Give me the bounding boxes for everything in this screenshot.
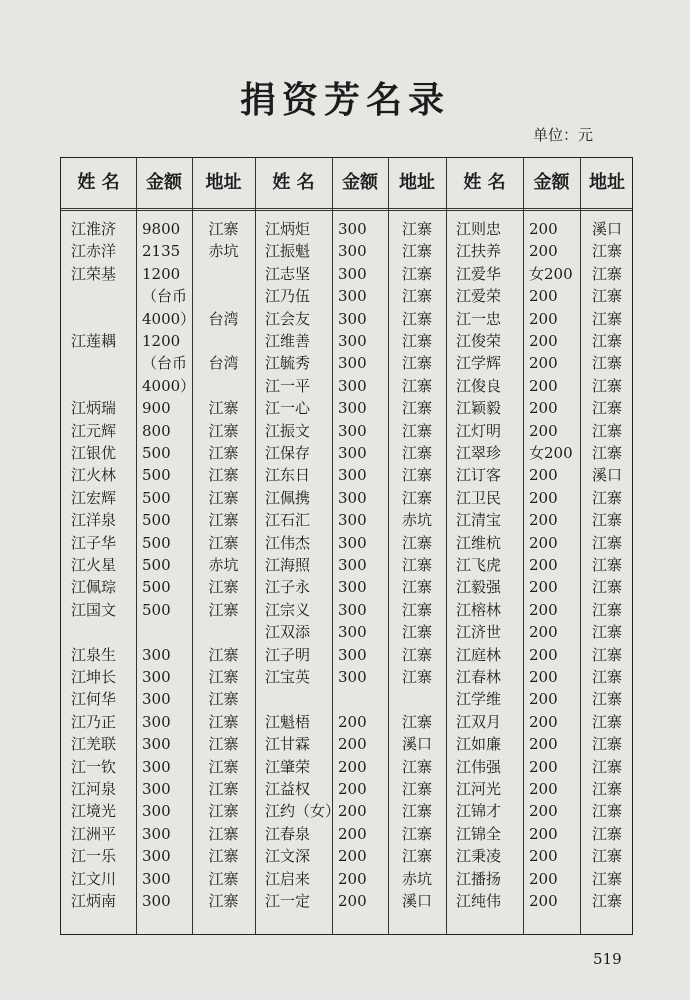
donor-address: 江寨	[401, 645, 432, 664]
donor-address: 江寨	[208, 735, 239, 754]
donor-amount: 500	[142, 511, 171, 530]
donor-name: 江春林	[456, 668, 502, 686]
donor-address: 溪口	[591, 466, 622, 485]
donor-amount: 300	[338, 556, 367, 574]
donor-amount: 200	[338, 712, 367, 731]
donor-address: 江寨	[591, 287, 622, 306]
donor-name: 江双月	[456, 712, 502, 731]
donor-address: 江寨	[401, 264, 432, 283]
donor-name: 江维杭	[456, 533, 502, 552]
donor-address: 江寨	[591, 645, 622, 664]
donor-amount: 200	[529, 645, 558, 664]
donor-amount: 300	[338, 511, 367, 530]
donor-name: 江毓秀	[265, 354, 311, 373]
donor-address: 江寨	[401, 220, 432, 238]
header-address: 地址	[589, 172, 625, 193]
donor-name: 江志坚	[265, 264, 311, 283]
donor-name: 江洲平	[71, 824, 117, 843]
donor-address: 江寨	[208, 466, 239, 485]
donor-name: 江振文	[265, 421, 311, 440]
donor-amount: 300	[338, 466, 367, 485]
donor-name: 江火星	[71, 556, 117, 574]
donor-name: 江河光	[456, 780, 502, 798]
donor-amount: 500	[142, 578, 171, 597]
donor-address: 江寨	[401, 533, 432, 552]
donor-amount: 200	[529, 376, 558, 395]
donor-amount: 2135	[142, 242, 181, 261]
donor-amount: 300	[338, 264, 367, 283]
donor-name: 江子明	[265, 645, 311, 664]
donor-amount: 300	[142, 780, 171, 798]
donor-address: 江寨	[208, 600, 239, 619]
donor-name: 江振魁	[265, 242, 311, 261]
donor-name: 江订客	[456, 466, 502, 485]
donor-name: 江伟杰	[265, 533, 311, 552]
donor-address: 江寨	[401, 332, 432, 350]
donor-amount: 300	[142, 892, 171, 910]
donor-name: 江益权	[265, 780, 311, 798]
donor-amount: 1200	[142, 332, 181, 350]
donor-amount: 300	[142, 645, 171, 664]
donor-name: 江宗义	[265, 600, 311, 619]
donor-address: 江寨	[401, 444, 432, 462]
donor-amount: 女200	[529, 264, 573, 283]
donor-amount: 300	[338, 309, 367, 328]
donor-name: 江魁梧	[265, 712, 311, 731]
donor-address: 江寨	[401, 556, 432, 574]
donor-amount: 200	[338, 735, 367, 754]
donor-address: 江寨	[401, 421, 432, 440]
donor-name: 江子永	[265, 578, 311, 597]
donor-name: 江佩琮	[71, 578, 117, 597]
donor-address	[192, 330, 255, 352]
donor-amount: 300	[142, 690, 171, 709]
donor-address: 江寨	[208, 802, 239, 821]
donor-amount: 200	[529, 802, 558, 821]
donor-name: 江羌联	[71, 735, 117, 754]
donor-name: 江赤洋	[71, 242, 117, 261]
donor-address: 江寨	[208, 668, 239, 686]
donor-address: 江寨	[591, 780, 622, 798]
donor-name: 江泉生	[71, 645, 117, 664]
donor-name: 江文川	[71, 869, 117, 888]
donor-name: 江文深	[265, 847, 311, 866]
donor-amount: 300	[338, 354, 367, 373]
donor-amount: 300	[142, 735, 171, 754]
donor-address: 江寨	[208, 511, 239, 530]
donor-address: 江寨	[591, 511, 622, 530]
donor-amount: （台币	[142, 354, 188, 373]
donor-amount: 4000）	[142, 309, 196, 328]
donor-address: 江寨	[591, 354, 622, 373]
donor-address: 江寨	[591, 242, 622, 261]
donor-amount: 200	[529, 332, 558, 350]
donor-amount: 200	[338, 892, 367, 910]
donor-address: 江寨	[591, 824, 622, 843]
donor-name: 江河泉	[71, 780, 117, 798]
donor-amount: 300	[338, 600, 367, 619]
donor-address: 赤坑	[401, 511, 432, 530]
donor-address: 江寨	[401, 600, 432, 619]
donor-amount: 300	[338, 242, 367, 261]
donor-amount: 200	[338, 802, 367, 821]
donor-amount: 200	[338, 869, 367, 888]
donor-name: 江榕林	[456, 600, 502, 619]
donor-address: 江寨	[208, 712, 239, 731]
donor-address: 江寨	[401, 242, 432, 261]
donor-name: 江何华	[71, 690, 117, 709]
header-divider	[61, 208, 632, 209]
donor-amount: 300	[338, 668, 367, 686]
donor-name	[61, 285, 136, 307]
donor-name: 江一定	[265, 892, 311, 910]
donor-address: 台湾	[208, 354, 239, 373]
donor-address: 江寨	[208, 847, 239, 866]
donor-address: 江寨	[401, 488, 432, 507]
donor-amount: 200	[338, 780, 367, 798]
donor-name: 江银优	[71, 444, 117, 462]
donor-address: 赤坑	[208, 556, 239, 574]
donor-address: 江寨	[591, 623, 622, 642]
donor-name: 江国文	[71, 600, 117, 619]
header-name: 姓 名	[77, 172, 120, 193]
donor-address: 江寨	[591, 757, 622, 776]
donor-address: 江寨	[591, 556, 622, 574]
donor-amount: 300	[142, 847, 171, 866]
donor-name: 江则忠	[456, 220, 502, 238]
donor-name: 江学辉	[456, 354, 502, 373]
donor-name: 江荣基	[71, 264, 117, 283]
donor-name: 江石汇	[265, 511, 311, 530]
header-name: 姓 名	[272, 172, 315, 193]
donor-address: 台湾	[208, 309, 239, 328]
donor-amount: 200	[529, 533, 558, 552]
donor-name: 江宝英	[265, 668, 311, 686]
donor-name: 江庭林	[456, 645, 502, 664]
donor-name	[255, 688, 332, 710]
donor-address: 江寨	[401, 824, 432, 843]
donor-amount: 300	[338, 287, 367, 306]
donor-address: 江寨	[208, 757, 239, 776]
donor-name: 江播扬	[456, 869, 502, 888]
donor-table	[60, 157, 633, 935]
header-amount: 金额	[533, 172, 570, 193]
donor-name: 江维善	[265, 332, 311, 350]
donor-amount: 500	[142, 444, 171, 462]
donor-amount: 300	[338, 399, 367, 418]
donor-amount: （台币	[142, 287, 188, 306]
header-name: 姓 名	[463, 172, 506, 193]
donor-amount: 200	[529, 690, 558, 709]
donor-amount: 300	[142, 712, 171, 731]
donor-address: 江寨	[591, 600, 622, 619]
donor-name: 江卫民	[456, 488, 502, 507]
donor-name: 江俊荣	[456, 332, 502, 350]
donor-amount: 200	[529, 735, 558, 754]
donor-name: 江佩携	[265, 488, 311, 507]
donor-amount: 300	[142, 802, 171, 821]
donor-address: 江寨	[401, 623, 432, 642]
donor-address	[192, 285, 255, 307]
donor-address: 江寨	[591, 309, 622, 328]
donor-address: 江寨	[208, 444, 239, 462]
donor-address: 江寨	[401, 802, 432, 821]
donor-address: 江寨	[401, 466, 432, 485]
donor-amount: 300	[338, 623, 367, 642]
donor-address: 江寨	[591, 444, 622, 462]
donor-amount: 女200	[529, 444, 573, 462]
donor-name: 江春泉	[265, 824, 311, 843]
donor-amount: 200	[338, 824, 367, 843]
donor-amount: 300	[338, 421, 367, 440]
donor-name: 江如廉	[456, 735, 502, 754]
donor-name: 江海照	[265, 556, 311, 574]
donor-amount: 200	[529, 623, 558, 642]
donor-amount: 200	[529, 712, 558, 731]
donor-name	[61, 352, 136, 374]
donor-name: 江济世	[456, 623, 502, 642]
donor-amount: 200	[529, 287, 558, 306]
donor-name: 江秉凌	[456, 847, 502, 866]
donor-amount: 4000）	[142, 376, 196, 395]
header-amount: 金额	[146, 172, 182, 193]
donor-address	[192, 263, 255, 285]
donor-amount: 500	[142, 600, 171, 619]
donor-name: 江子华	[71, 533, 117, 552]
donor-address: 江寨	[401, 287, 432, 306]
donor-address: 江寨	[401, 847, 432, 866]
donor-address: 江寨	[401, 757, 432, 776]
donor-address: 溪口	[591, 220, 622, 238]
donor-amount: 300	[142, 668, 171, 686]
donor-name: 江炳炬	[265, 220, 311, 238]
donor-amount: 200	[529, 757, 558, 776]
donor-amount: 200	[529, 466, 558, 485]
donor-amount: 200	[529, 780, 558, 798]
donor-name: 江淮济	[71, 220, 117, 238]
header-amount: 金额	[342, 172, 378, 193]
header-address: 地址	[205, 172, 242, 193]
donor-name: 江坤长	[71, 668, 117, 686]
donor-amount: 200	[529, 421, 558, 440]
donor-address: 江寨	[591, 264, 622, 283]
donor-amount	[136, 621, 192, 643]
donor-address	[388, 688, 446, 710]
donor-address: 江寨	[591, 533, 622, 552]
donor-address: 江寨	[401, 376, 432, 395]
donor-address: 江寨	[591, 712, 622, 731]
donor-amount: 300	[142, 757, 171, 776]
donor-amount: 500	[142, 533, 171, 552]
donor-amount: 200	[529, 869, 558, 888]
donor-name: 江元辉	[71, 421, 117, 440]
donor-name: 江会友	[265, 309, 311, 328]
donor-amount: 300	[142, 869, 171, 888]
donor-name: 江扶养	[456, 242, 502, 261]
donor-amount: 300	[338, 645, 367, 664]
donor-amount: 200	[338, 757, 367, 776]
donor-address: 江寨	[591, 376, 622, 395]
donor-amount: 900	[142, 399, 171, 418]
donor-address: 江寨	[208, 578, 239, 597]
donor-name: 江纯伟	[456, 892, 502, 910]
donor-address: 江寨	[208, 488, 239, 507]
donor-name: 江俊良	[456, 376, 502, 395]
donor-amount: 200	[529, 668, 558, 686]
donor-address: 江寨	[208, 780, 239, 798]
donor-name: 江火林	[71, 466, 117, 485]
donor-name	[61, 621, 136, 643]
donor-amount: 200	[529, 354, 558, 373]
donor-amount: 300	[338, 578, 367, 597]
donor-address	[192, 375, 255, 397]
donor-address: 江寨	[591, 668, 622, 686]
donor-name: 江一心	[265, 399, 311, 418]
donor-amount: 200	[529, 824, 558, 843]
donor-amount: 200	[529, 847, 558, 866]
donor-amount: 200	[529, 488, 558, 507]
header-address: 地址	[399, 172, 435, 193]
donor-name: 江伟强	[456, 757, 502, 776]
donor-name: 江毅强	[456, 578, 502, 597]
donor-amount: 800	[142, 421, 171, 440]
donor-amount: 500	[142, 556, 171, 574]
donor-name: 江莲耦	[71, 332, 117, 350]
donor-name: 江一乐	[71, 847, 117, 866]
donor-name: 江甘霖	[265, 735, 311, 754]
donor-amount: 300	[338, 332, 367, 350]
donor-amount: 200	[529, 511, 558, 530]
donor-address: 江寨	[208, 399, 239, 418]
donor-name: 江洋泉	[71, 511, 117, 530]
page-number: 519	[593, 950, 622, 968]
donor-name	[61, 375, 136, 397]
donor-amount: 200	[529, 309, 558, 328]
donor-address: 江寨	[401, 354, 432, 373]
donor-amount	[332, 688, 388, 710]
donor-address: 赤坑	[208, 242, 239, 261]
donor-address: 江寨	[401, 309, 432, 328]
donor-address: 江寨	[401, 399, 432, 418]
donor-address	[192, 621, 255, 643]
unit-label: 单位：元	[533, 126, 594, 144]
donor-amount: 300	[338, 488, 367, 507]
donor-address: 江寨	[591, 399, 622, 418]
donor-address: 江寨	[591, 802, 622, 821]
donor-name: 江炳瑞	[71, 399, 117, 418]
donor-address: 江寨	[208, 421, 239, 440]
donor-name: 江乃正	[71, 712, 117, 731]
donor-address: 江寨	[591, 578, 622, 597]
donor-amount: 9800	[142, 220, 181, 238]
donor-address: 江寨	[591, 892, 622, 910]
donor-name: 江爱华	[456, 264, 502, 283]
donor-address: 江寨	[208, 690, 239, 709]
donor-amount: 200	[529, 600, 558, 619]
donor-address: 江寨	[401, 578, 432, 597]
donor-address: 江寨	[401, 780, 432, 798]
donor-address: 江寨	[208, 869, 239, 888]
donor-amount: 500	[142, 466, 171, 485]
donor-name: 江东日	[265, 466, 311, 485]
donor-address: 江寨	[591, 421, 622, 440]
donor-name: 江爱荣	[456, 287, 502, 306]
donor-address: 赤坑	[401, 869, 432, 888]
donor-address: 江寨	[208, 220, 239, 238]
donor-address: 江寨	[208, 645, 239, 664]
donor-address: 江寨	[591, 690, 622, 709]
donor-address: 江寨	[208, 892, 239, 910]
header-divider-double	[61, 210, 632, 211]
donor-name: 江锦全	[456, 824, 502, 843]
donor-amount: 300	[142, 824, 171, 843]
page-title: 捐资芳名录	[239, 80, 450, 121]
donor-name	[61, 308, 136, 330]
donor-name: 江翠珍	[456, 444, 502, 462]
donor-address: 江寨	[591, 488, 622, 507]
donor-name: 江一钦	[71, 757, 117, 776]
donor-amount: 500	[142, 488, 171, 507]
donor-name: 江约（女）	[265, 802, 341, 821]
donor-address: 溪口	[401, 892, 432, 910]
donor-name: 江境光	[71, 802, 117, 821]
donor-name: 江清宝	[456, 511, 502, 530]
donor-amount: 300	[338, 376, 367, 395]
donor-name: 江学维	[456, 690, 502, 709]
donor-name: 江锦才	[456, 802, 502, 821]
donor-amount: 200	[529, 578, 558, 597]
donor-name: 江保存	[265, 444, 311, 462]
donor-address: 江寨	[208, 824, 239, 843]
donor-name: 江炳南	[71, 892, 117, 910]
donor-amount: 300	[338, 444, 367, 462]
donor-amount: 200	[529, 220, 558, 238]
donor-address: 江寨	[591, 869, 622, 888]
donor-amount: 300	[338, 533, 367, 552]
donor-name: 江双添	[265, 623, 311, 642]
donor-amount: 200	[529, 242, 558, 261]
donor-name: 江颖毅	[456, 399, 502, 418]
donor-amount: 200	[529, 556, 558, 574]
donor-name: 江灯明	[456, 421, 502, 440]
donor-name: 江肇荣	[265, 757, 311, 776]
donor-name: 江乃伍	[265, 287, 311, 306]
donor-address: 溪口	[401, 735, 432, 754]
donor-address: 江寨	[208, 533, 239, 552]
donor-name: 江启来	[265, 869, 311, 888]
donor-name: 江一忠	[456, 309, 502, 328]
donor-amount: 300	[338, 220, 367, 238]
donor-address: 江寨	[591, 735, 622, 754]
donor-name: 江宏辉	[71, 488, 117, 507]
donor-address: 江寨	[401, 668, 432, 686]
donor-address: 江寨	[591, 847, 622, 866]
donor-amount: 200	[338, 847, 367, 866]
donor-amount: 200	[529, 399, 558, 418]
donor-address: 江寨	[401, 712, 432, 731]
donor-name: 江飞虎	[456, 556, 502, 574]
donor-amount: 200	[529, 892, 558, 910]
donor-address: 江寨	[591, 332, 622, 350]
donor-name: 江一平	[265, 376, 311, 395]
donor-amount: 1200	[142, 264, 181, 283]
